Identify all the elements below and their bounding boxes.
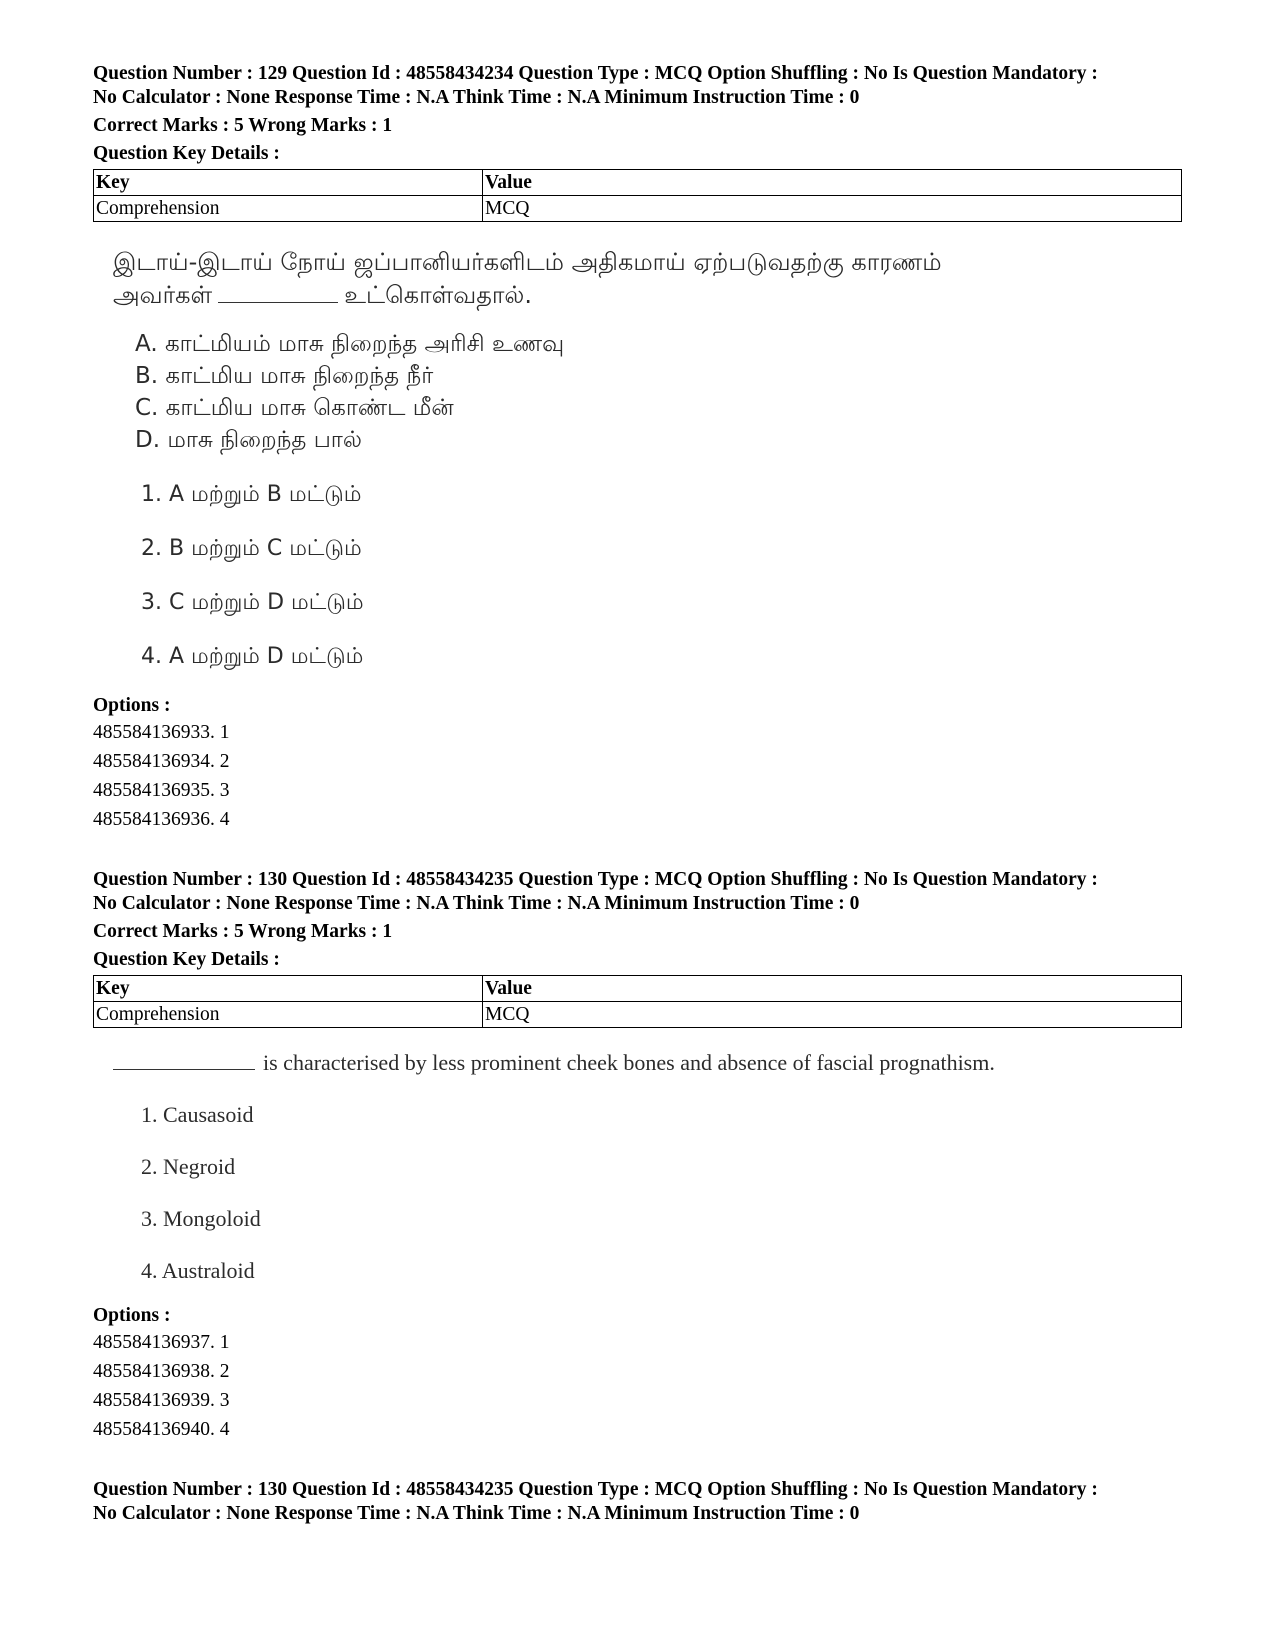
header-value: Value xyxy=(483,170,1182,196)
answer-choice-3: 3. C மற்றும் D மட்டும் xyxy=(141,590,364,615)
cell-key: Comprehension xyxy=(94,196,483,222)
header-key: Key xyxy=(94,976,483,1002)
answer-choices xyxy=(141,480,1193,672)
question-meta-line2: No Calculator : None Response Time : N.A Think Time : N.A Minimum Instruction Time : 0 xyxy=(93,1503,860,1524)
table-row xyxy=(94,196,1182,222)
key-details-label: Question Key Details : xyxy=(93,949,280,970)
question-meta-line1: Question Number : 130 Question Id : 48558434235 Question Type : MCQ Option Shuffling : No Is Question Mandatory : xyxy=(93,1479,1098,1500)
question-meta-line2: No Calculator : None Response Time : N.A Think Time : N.A Minimum Instruction Time : 0 xyxy=(93,893,860,914)
option-id-2: 485584136934. 2 xyxy=(93,751,230,772)
cell-value: MCQ xyxy=(483,1002,1182,1028)
stem-line1: இடாய்-இடாய் நோய் ஜப்பானியர்களிடம் அதிகமாய் ஏற்படுவதற்கு காரணம் xyxy=(113,248,942,276)
answer-choice-2: 2. Negroid xyxy=(141,1154,236,1179)
section-gap xyxy=(93,1444,1193,1478)
answer-choice-4: 4. Australoid xyxy=(141,1258,255,1283)
answer-choice-4: 4. A மற்றும் D மட்டும் xyxy=(141,644,364,669)
marks-line: Correct Marks : 5 Wrong Marks : 1 xyxy=(93,115,393,136)
stem-line2-pre: அவர்கள் xyxy=(113,281,213,309)
option-id-4: 485584136936. 4 xyxy=(93,809,230,830)
header-key: Key xyxy=(94,170,483,196)
fill-blank xyxy=(218,280,338,303)
marks-line: Correct Marks : 5 Wrong Marks : 1 xyxy=(93,921,393,942)
answer-choice-2: 2. B மற்றும் C மட்டும் xyxy=(141,536,362,561)
sub-option-b: B. காட்மிய மாசு நிறைந்த நீர் xyxy=(135,363,434,389)
answer-choice-1: 1. Causasoid xyxy=(141,1102,254,1127)
option-id-2: 485584136938. 2 xyxy=(93,1361,230,1382)
cell-value: MCQ xyxy=(483,196,1182,222)
table-header-row xyxy=(94,170,1182,196)
cell-key: Comprehension xyxy=(94,1002,483,1028)
answer-choice-3: 3. Mongoloid xyxy=(141,1206,261,1231)
options-label: Options : xyxy=(93,1305,171,1326)
document-page xyxy=(93,62,1193,1526)
question-stem xyxy=(113,1048,1193,1078)
options-label: Options : xyxy=(93,695,171,716)
question-129 xyxy=(93,62,1193,834)
table-row xyxy=(94,1002,1182,1028)
fill-blank xyxy=(113,1049,255,1070)
stem-line2-post: உட்கொள்வதால். xyxy=(344,281,532,309)
key-details-table xyxy=(93,975,1182,1028)
stem-text: is characterised by less prominent cheek bones and absence of fascial prognathism. xyxy=(263,1050,995,1075)
question-meta-line2: No Calculator : None Response Time : N.A Think Time : N.A Minimum Instruction Time : 0 xyxy=(93,87,860,108)
key-details-label: Question Key Details : xyxy=(93,143,280,164)
section-gap xyxy=(93,834,1193,868)
key-details-table xyxy=(93,169,1182,222)
question-130 xyxy=(93,868,1193,1444)
option-id-4: 485584136940. 4 xyxy=(93,1419,230,1440)
sub-option-a: A. காட்மியம் மாசு நிறைந்த அரிசி உணவு xyxy=(135,331,565,357)
sub-option-d: D. மாசு நிறைந்த பால் xyxy=(135,427,362,453)
option-id-3: 485584136939. 3 xyxy=(93,1390,230,1411)
question-130-repeat xyxy=(93,1478,1193,1526)
option-id-1: 485584136933. 1 xyxy=(93,722,230,743)
option-id-3: 485584136935. 3 xyxy=(93,780,230,801)
sub-options xyxy=(135,328,1193,456)
sub-option-c: C. காட்மிய மாசு கொண்ட மீன் xyxy=(135,395,454,421)
table-header-row xyxy=(94,976,1182,1002)
header-value: Value xyxy=(483,976,1182,1002)
answer-choices xyxy=(141,1100,1193,1286)
answer-choice-1: 1. A மற்றும் B மட்டும் xyxy=(141,482,362,507)
question-meta-line1: Question Number : 129 Question Id : 48558434234 Question Type : MCQ Option Shuffling : No Is Question Mandatory : xyxy=(93,63,1098,84)
question-meta-line1: Question Number : 130 Question Id : 48558434235 Question Type : MCQ Option Shuffling : No Is Question Mandatory : xyxy=(93,869,1098,890)
option-id-1: 485584136937. 1 xyxy=(93,1332,230,1353)
question-stem xyxy=(113,246,1193,312)
stem-line2 xyxy=(113,279,1193,312)
